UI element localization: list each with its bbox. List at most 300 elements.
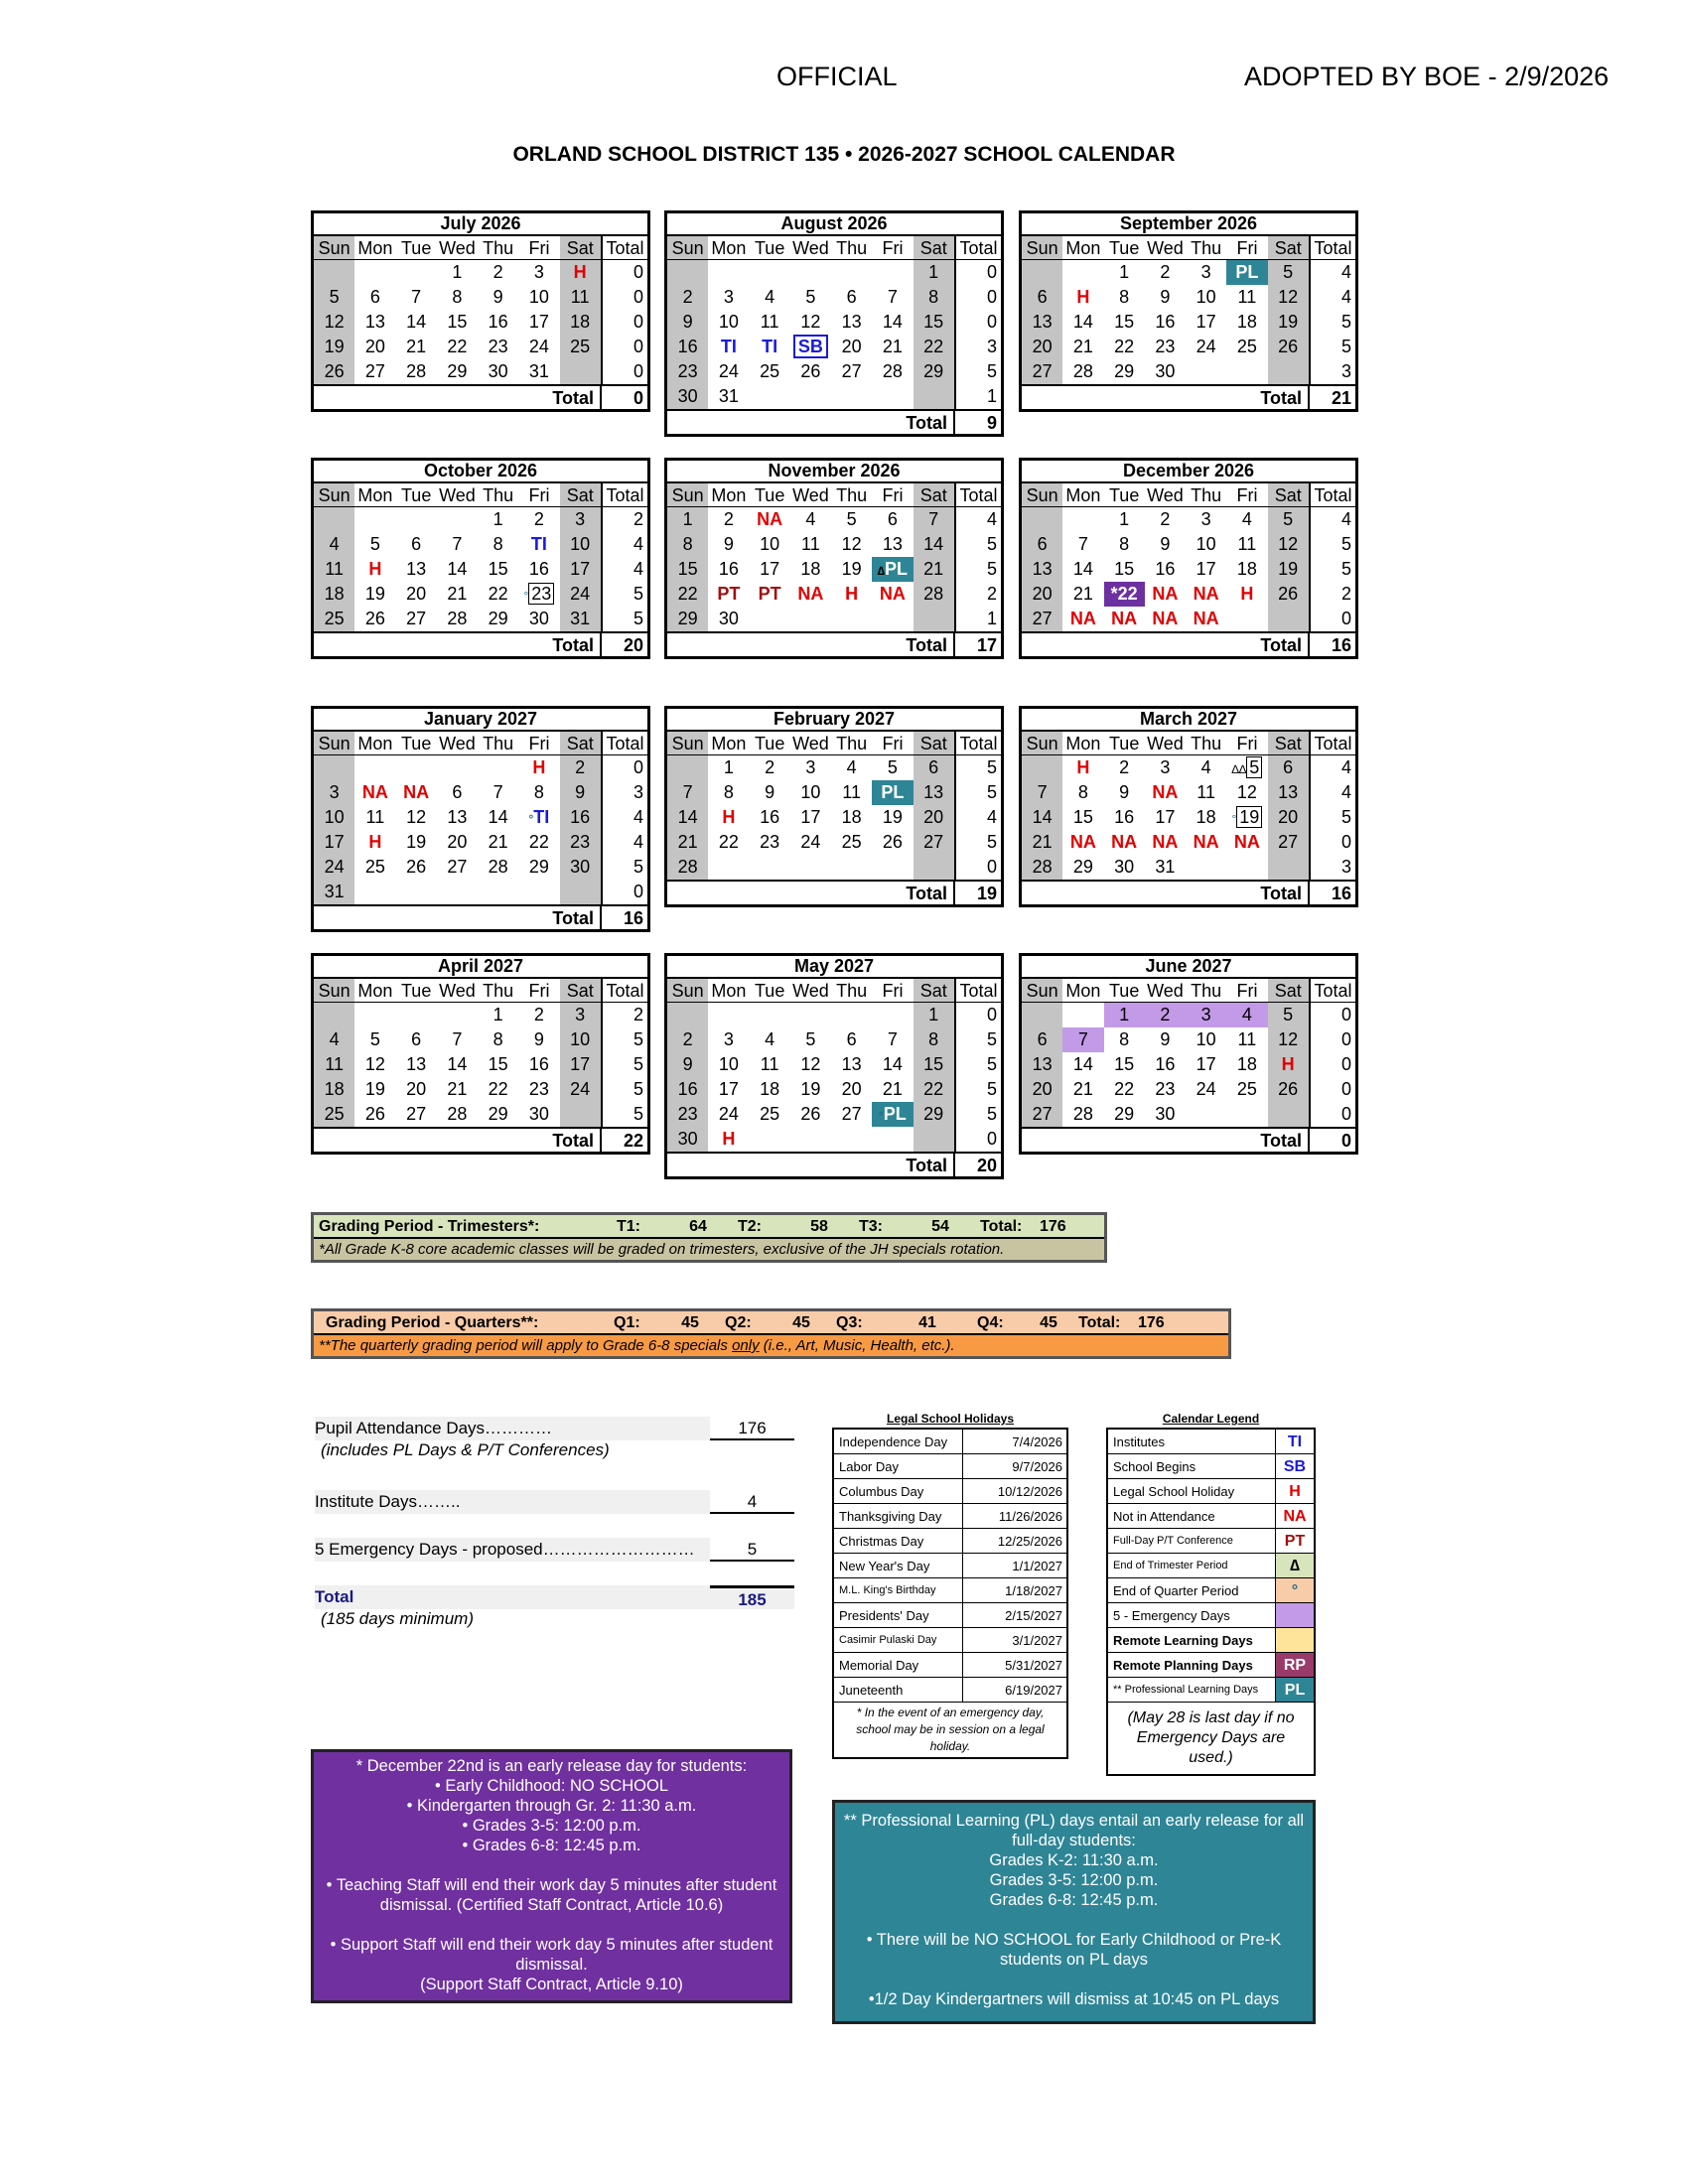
day-cell [708, 260, 749, 285]
day-label: 27 [364, 361, 385, 381]
week-row [314, 335, 647, 359]
day-label: 19 [882, 807, 903, 827]
day-cell [518, 310, 559, 335]
week-total: 3 [1309, 855, 1355, 880]
day-cell [750, 1077, 790, 1102]
week-total: 2 [601, 507, 647, 532]
day-cell [1186, 359, 1226, 384]
day-cell [560, 532, 601, 557]
week-row [1022, 532, 1355, 557]
day-label: 8 [723, 782, 734, 802]
day-label: 27 [1032, 1104, 1053, 1124]
day-label: 21 [1072, 1079, 1093, 1099]
day-label: 2 [765, 757, 775, 777]
day-cell [790, 310, 831, 335]
day-cell [1104, 1027, 1145, 1052]
day-cell [1268, 582, 1309, 607]
week-row [314, 830, 647, 855]
week-total: 3 [954, 335, 1001, 359]
day-cell [831, 557, 872, 582]
day-cell [560, 557, 601, 582]
day-header: Thu [1191, 981, 1222, 1001]
day-cell [518, 1003, 559, 1027]
day-label: 2 [575, 757, 586, 777]
day-label: 7 [411, 287, 422, 307]
day-label: 30 [528, 1104, 549, 1124]
day-label: 7 [928, 509, 939, 529]
day-label: 13 [1278, 782, 1299, 802]
day-header: Thu [836, 238, 868, 258]
day-label: NA [1152, 584, 1179, 604]
day-label: 22 [1114, 337, 1135, 356]
week-total: 4 [954, 805, 1001, 830]
emergency-days-value: 5 [710, 1538, 794, 1562]
quarter-label: Grading Period - Quarters**: [326, 1314, 539, 1331]
day-cell [478, 335, 518, 359]
day-label: H [573, 262, 587, 282]
december-22-info-box [311, 1749, 792, 2003]
week-total: 0 [1309, 1027, 1355, 1052]
day-cell [667, 359, 708, 384]
day-cell [354, 1102, 395, 1127]
day-header: Fri [882, 981, 904, 1001]
day-label: 20 [1032, 337, 1053, 356]
day-cell [914, 507, 954, 532]
day-cell [478, 1102, 518, 1127]
day-label: 5 [369, 534, 380, 554]
day-cell [437, 260, 478, 285]
month-october-2026 [311, 458, 650, 659]
day-label: 5 [1283, 1005, 1294, 1024]
holiday-name: M.L. King's Birthday [834, 1578, 963, 1602]
week-row [1022, 1003, 1355, 1027]
week-total: 3 [1309, 359, 1355, 384]
day-cell [914, 1127, 954, 1152]
day-cell [478, 880, 518, 904]
day-cell [1022, 780, 1062, 805]
week-row [314, 507, 647, 532]
day-label: 10 [1196, 534, 1216, 554]
day-label: 25 [324, 1104, 345, 1124]
day-cell [1022, 532, 1062, 557]
day-label: 22 [718, 832, 739, 852]
trimester-end-icon: ∆ [1238, 762, 1247, 776]
day-cell [518, 285, 559, 310]
day-label: 12 [800, 1054, 821, 1074]
day-cell [314, 507, 354, 532]
day-header-row [314, 979, 647, 1003]
day-cell [1268, 260, 1309, 285]
day-cell [914, 384, 954, 409]
day-label: 6 [411, 1029, 422, 1049]
day-cell [478, 1077, 518, 1102]
holiday-date: 11/26/2026 [998, 1509, 1062, 1524]
day-label: 26 [1278, 584, 1299, 604]
day-label: 16 [718, 559, 739, 579]
day-cell [1145, 1077, 1186, 1102]
day-cell [1104, 532, 1145, 557]
day-cell [914, 1027, 954, 1052]
day-label: 9 [492, 287, 503, 307]
day-cell [667, 582, 708, 607]
day-cell [790, 582, 831, 607]
week-total: 5 [1309, 557, 1355, 582]
day-header: Wed [1147, 734, 1184, 753]
day-cell [750, 335, 790, 359]
day-label: 14 [447, 1054, 468, 1074]
info-paragraph: • There will be NO SCHOOL for Early Childhood or Pre-K students on PL days [866, 1931, 1282, 1969]
day-label: 9 [1160, 287, 1171, 307]
day-label: 26 [406, 857, 427, 877]
trimester-end-icon: ∆ [1231, 762, 1239, 776]
legend-symbol: PL [1276, 1678, 1314, 1702]
week-total: 0 [1309, 830, 1355, 855]
day-cell [1022, 260, 1062, 285]
month-total-label: Total [906, 1156, 947, 1175]
week-total: 0 [1309, 1052, 1355, 1077]
day-cell [1226, 285, 1267, 310]
week-total: 5 [954, 780, 1001, 805]
day-cell [560, 1003, 601, 1027]
holiday-row [834, 1628, 1066, 1653]
day-header: Wed [1147, 238, 1184, 258]
day-label: 19 [364, 584, 385, 604]
day-cell [1186, 260, 1226, 285]
day-label: 11 [1196, 782, 1215, 802]
day-cell [1186, 755, 1226, 780]
day-header: Mon [711, 981, 747, 1001]
day-label: 16 [528, 1054, 549, 1074]
day-cell [1226, 507, 1267, 532]
day-cell [708, 557, 749, 582]
day-cell [437, 359, 478, 384]
day-header-row [314, 732, 647, 755]
day-label: 1 [492, 509, 503, 529]
day-label: 28 [882, 361, 903, 381]
day-cell [790, 1127, 831, 1152]
day-label: 8 [682, 534, 693, 554]
day-cell [872, 557, 913, 582]
day-cell [831, 1102, 872, 1127]
day-cell [750, 1027, 790, 1052]
day-cell [872, 1102, 913, 1127]
week-total: 5 [601, 1102, 647, 1127]
day-cell [872, 1077, 913, 1102]
legend-symbol [1276, 1628, 1314, 1652]
day-cell [1186, 532, 1226, 557]
legend-name: Legal School Holiday [1108, 1479, 1276, 1503]
holidays-footnote: * In the event of an emergency day, school may be in session on a legal holiday. [856, 1706, 1045, 1753]
day-cell [1226, 260, 1267, 285]
week-total: 5 [601, 1077, 647, 1102]
day-label: 4 [1200, 757, 1211, 777]
day-label: 16 [760, 807, 780, 827]
day-label: 18 [800, 559, 821, 579]
day-label: 31 [570, 609, 591, 628]
day-label: 11 [570, 287, 590, 307]
week-total: 5 [954, 557, 1001, 582]
professional-learning-info-box [832, 1800, 1316, 2024]
day-label: 30 [528, 609, 549, 628]
day-header: Thu [836, 981, 868, 1001]
month-total-label: Total [1260, 635, 1302, 655]
minimum-days-note: (185 days minimum) [321, 1609, 474, 1628]
day-label: *22 [1110, 584, 1138, 604]
day-label: 21 [488, 832, 508, 852]
day-cell [1022, 1052, 1062, 1077]
day-header-row [1022, 979, 1355, 1003]
quarter-note: **The quarterly grading period will apply to Grade 6-8 specials only (i.e., Art, Music, Health, etc.). [319, 1337, 955, 1354]
day-label: 2 [682, 1029, 693, 1049]
legend-name: End of Quarter Period [1108, 1578, 1276, 1602]
day-header: Tue [754, 485, 785, 505]
day-label: 25 [1236, 337, 1257, 356]
month-total-row [1022, 631, 1355, 656]
day-cell [437, 755, 478, 780]
day-label: 2 [682, 287, 693, 307]
month-total-label: Total [552, 388, 594, 408]
month-total-value: 9 [953, 411, 1001, 434]
day-header: Thu [483, 238, 514, 258]
month-june-2027 [1019, 953, 1358, 1155]
day-label: 18 [1236, 559, 1257, 579]
holiday-name: Memorial Day [834, 1653, 963, 1677]
day-cell [1268, 310, 1309, 335]
day-cell [667, 1102, 708, 1127]
day-cell [1104, 1003, 1145, 1027]
day-cell [1268, 557, 1309, 582]
legend-name: Institutes [1108, 1430, 1276, 1453]
day-label: NA [1111, 609, 1138, 628]
week-row [667, 607, 1001, 631]
day-label: 16 [1155, 1054, 1176, 1074]
day-cell [667, 507, 708, 532]
day-cell [396, 880, 437, 904]
day-cell [560, 1052, 601, 1077]
week-total: 0 [1309, 1102, 1355, 1127]
day-cell [1145, 830, 1186, 855]
holiday-row [834, 1554, 1066, 1578]
day-label: 15 [1114, 312, 1135, 332]
day-cell [1022, 805, 1062, 830]
week-total: 5 [601, 582, 647, 607]
day-label: 26 [800, 1104, 821, 1124]
week-total: 4 [601, 557, 647, 582]
month-total-row [1022, 384, 1355, 409]
day-cell [314, 855, 354, 880]
month-total-value: 16 [1308, 633, 1355, 656]
day-cell [1145, 1027, 1186, 1052]
week-total: 0 [1309, 1077, 1355, 1102]
day-label: 14 [1072, 1054, 1093, 1074]
day-cell [790, 285, 831, 310]
day-label: 26 [364, 609, 385, 628]
day-label: 6 [452, 782, 463, 802]
month-december-2026 [1019, 458, 1358, 659]
day-label: 26 [1278, 337, 1299, 356]
day-header: Mon [1065, 734, 1101, 753]
day-header: Tue [400, 238, 432, 258]
day-label: NA [797, 584, 824, 604]
week-row [667, 384, 1001, 409]
day-cell [518, 359, 559, 384]
month-total-row [314, 631, 647, 656]
day-label: 21 [447, 584, 468, 604]
month-total-label: Total [552, 635, 594, 655]
day-cell [708, 582, 749, 607]
day-cell [1226, 1027, 1267, 1052]
day-label: 28 [677, 857, 698, 877]
week-row [1022, 1052, 1355, 1077]
day-cell [560, 507, 601, 532]
day-label: 21 [1032, 832, 1053, 852]
day-cell [1145, 532, 1186, 557]
trimester-grading-panel: Grading Period - Trimesters*: T1: 64 T2: 58 T3: 54 Total: 176 *All Grade K-8 core academic classes will be graded on trimesters, exclusive of the JH specials rotation. [311, 1212, 1107, 1263]
day-label: 28 [447, 609, 468, 628]
week-row [314, 310, 647, 335]
day-cell [437, 1003, 478, 1027]
day-label: 9 [1160, 534, 1171, 554]
day-cell [396, 755, 437, 780]
week-total: 2 [954, 582, 1001, 607]
day-cell [396, 285, 437, 310]
day-header: Fri [528, 238, 550, 258]
day-cell [831, 260, 872, 285]
day-cell [1186, 582, 1226, 607]
day-label: 12 [841, 534, 862, 554]
day-cell [518, 532, 559, 557]
day-header: Mon [357, 485, 393, 505]
day-cell [1062, 582, 1103, 607]
day-cell [1062, 607, 1103, 631]
day-header: Tue [400, 981, 432, 1001]
week-total: 0 [601, 335, 647, 359]
day-label: 11 [325, 1054, 344, 1074]
day-label: 1 [452, 262, 463, 282]
day-label: 24 [718, 1104, 739, 1124]
attendance-summary [315, 1417, 794, 1629]
day-cell [354, 780, 395, 805]
week-row [1022, 582, 1355, 607]
day-cell [518, 557, 559, 582]
legend-name: Remote Learning Days [1108, 1628, 1276, 1652]
day-cell [437, 855, 478, 880]
day-cell [1226, 1003, 1267, 1027]
day-cell [560, 335, 601, 359]
month-july-2026 [311, 210, 650, 412]
day-cell [478, 359, 518, 384]
day-label: 22 [528, 832, 549, 852]
day-cell [708, 780, 749, 805]
day-cell [667, 310, 708, 335]
day-label: 25 [1236, 1079, 1257, 1099]
day-cell [872, 507, 913, 532]
week-row [314, 1102, 647, 1127]
day-label: 3 [575, 1005, 586, 1024]
holiday-row [834, 1653, 1066, 1678]
day-cell [1104, 855, 1145, 880]
day-label: 28 [1032, 857, 1053, 877]
month-total-value: 0 [600, 386, 647, 409]
day-label: 6 [411, 534, 422, 554]
day-cell [750, 1102, 790, 1127]
day-cell [478, 1052, 518, 1077]
day-cell [1186, 1003, 1226, 1027]
holiday-date: 12/25/2026 [997, 1534, 1062, 1549]
holiday-date: 9/7/2026 [1012, 1459, 1062, 1474]
day-label: H [532, 757, 546, 777]
week-total: 0 [954, 310, 1001, 335]
day-header: Sun [314, 979, 354, 1002]
day-label: 2 [723, 509, 734, 529]
day-cell [1226, 335, 1267, 359]
week-total: 0 [954, 1127, 1001, 1152]
holiday-name: Columbus Day [834, 1479, 963, 1503]
day-cell [1145, 607, 1186, 631]
day-header: Wed [439, 485, 476, 505]
day-label: 30 [488, 361, 508, 381]
day-cell [1145, 310, 1186, 335]
day-label: 11 [365, 807, 385, 827]
day-label: 26 [364, 1104, 385, 1124]
day-label: 20 [364, 337, 385, 356]
day-label: 4 [805, 509, 816, 529]
week-row [667, 780, 1001, 805]
legend-symbol: ° [1276, 1578, 1314, 1602]
day-cell [396, 359, 437, 384]
q1-value: 45 [681, 1314, 699, 1331]
day-cell [708, 1102, 749, 1127]
day-header: Sat [914, 483, 954, 506]
day-label: 1 [928, 1005, 939, 1024]
legend-footnote: (May 28 is last day if no Emergency Days are used.) [1127, 1709, 1295, 1766]
week-total: 4 [954, 507, 1001, 532]
day-label: 6 [928, 757, 939, 777]
week-row [314, 855, 647, 880]
day-cell [314, 1027, 354, 1052]
day-label: 23 [570, 832, 591, 852]
day-cell [750, 507, 790, 532]
day-label: 5 [369, 1029, 380, 1049]
month-total-label: Total [1260, 388, 1302, 408]
day-label: 21 [677, 832, 698, 852]
legend-row [1108, 1628, 1314, 1653]
week-row [1022, 507, 1355, 532]
day-cell [790, 780, 831, 805]
holiday-date: 2/15/2027 [1005, 1608, 1062, 1623]
day-label: 24 [800, 832, 821, 852]
day-cell [396, 830, 437, 855]
day-label: 18 [760, 1079, 780, 1099]
day-cell [518, 805, 559, 830]
day-header: Thu [483, 981, 514, 1001]
day-cell [750, 532, 790, 557]
day-cell [1104, 1102, 1145, 1127]
month-total-row [667, 631, 1001, 656]
day-cell [914, 855, 954, 880]
day-header: Sun [314, 483, 354, 506]
day-cell [750, 855, 790, 880]
day-label: 20 [1032, 584, 1053, 604]
day-cell [314, 805, 354, 830]
day-cell [478, 755, 518, 780]
day-header: Wed [439, 734, 476, 753]
day-cell [478, 285, 518, 310]
day-header: Wed [792, 734, 829, 753]
day-cell [1145, 507, 1186, 532]
week-total: 5 [601, 607, 647, 631]
day-label: 16 [677, 1079, 698, 1099]
